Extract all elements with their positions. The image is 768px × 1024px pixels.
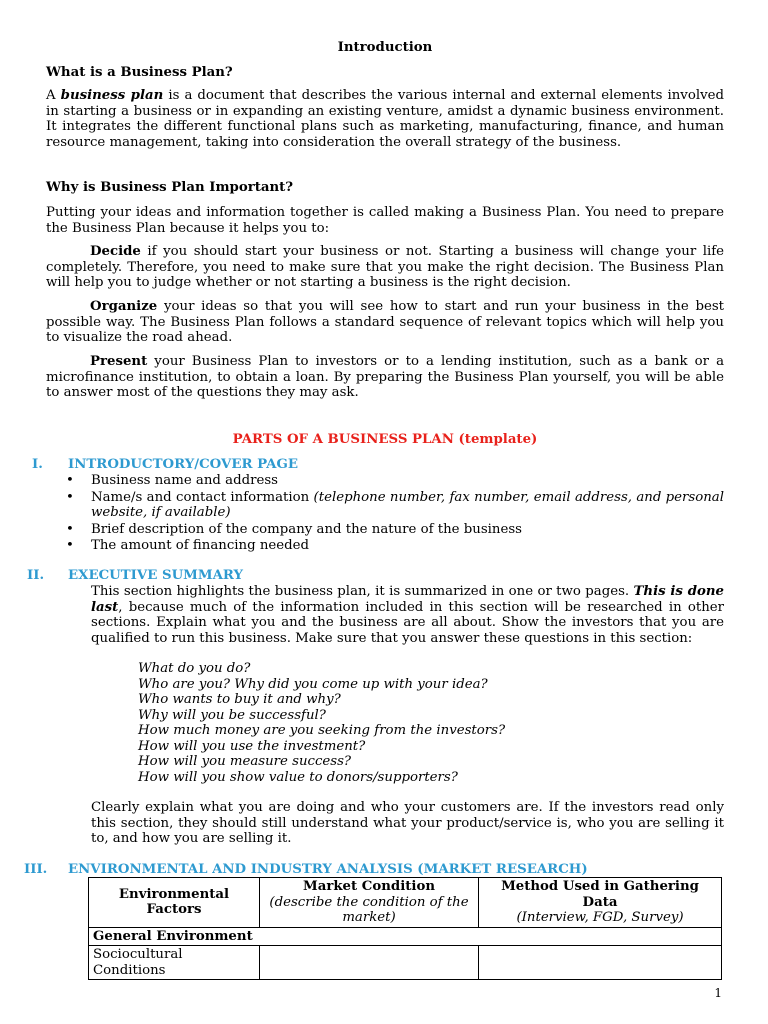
section-2-number: II. [27, 568, 45, 583]
definition-paragraph: A business plan is a document that describes the various internal and external elements involved in starting a business or in expanding an existing venture, amidst a dynamic business environment. It integrates the different functional plans such as marketing, manufacturing, finance, and human resource management, taking into consideration the overall strategy of the business. [46, 88, 724, 150]
table-row [89, 946, 722, 980]
question-item: How will you measure success? [138, 754, 352, 769]
environment-analysis-table [88, 877, 722, 980]
organize-paragraph: Organize your ideas so that you will see how to start and run your business in the best possible way. The Business Plan follows a standard sequence of relevant topics which will help you to visualize the road ahead. [46, 299, 724, 345]
market-condition-cell[interactable] [260, 946, 479, 980]
question-item: Who are you? Why did you come up with your idea? [138, 677, 488, 692]
list-item: • Business name and address [66, 473, 724, 489]
table-group-row [89, 927, 722, 946]
clearly-explain-paragraph: Clearly explain what you are doing and who your customers are. If the investors read only this section, they should still understand what your product/service is, who you are selling it to, and how you are selling it. [91, 800, 724, 846]
section-1-title: INTRODUCTORY/COVER PAGE [68, 457, 298, 472]
term-business-plan: business plan [60, 88, 164, 103]
executive-summary-paragraph: This section highlights the business plan, it is summarized in one or two pages. This is done last, because much of the information included in this section will be researched in other sections. Explain what you and the business are all about. Show the investors that you are qualified to run this business. Make sure that you answer these questions in this section: [91, 584, 724, 646]
decide-paragraph: Decide if you should start your business or not. Starting a business will change your life completely. Therefore, you need to make sure that you make the right decision. The Business Plan will help you to judge whether or not starting a business is the right decision. [46, 244, 724, 290]
section-1-number: I. [32, 457, 43, 472]
heading-what-is: What is a Business Plan? [46, 65, 233, 80]
question-item: Who wants to buy it and why? [138, 692, 341, 707]
list-item: • Name/s and contact information (telephone number, fax number, email address, and personal website, if available) [66, 490, 724, 521]
question-item: What do you do? [138, 661, 251, 676]
present-keyword: Present [90, 354, 148, 369]
cover-page-list [66, 473, 724, 555]
list-item: • The amount of financing needed [66, 538, 724, 554]
section-2-title: EXECUTIVE SUMMARY [68, 568, 244, 583]
method-cell[interactable] [479, 946, 722, 980]
parts-heading: PARTS OF A BUSINESS PLAN (template) [232, 432, 538, 447]
question-item: How will you use the investment? [138, 739, 366, 754]
putting-paragraph: Putting your ideas and information together is called making a Business Plan. You need to prepare the Business Plan because it helps you to: [46, 205, 724, 236]
general-environment-label: General Environment [89, 927, 722, 946]
heading-why-important: Why is Business Plan Important? [46, 180, 294, 195]
decide-keyword: Decide [90, 244, 141, 259]
question-item: How will you show value to donors/supporters? [138, 770, 458, 785]
table-header-row [89, 878, 722, 928]
section-3-number: III. [24, 862, 48, 877]
page-title: Introduction [337, 40, 433, 55]
emphasis-done-last: This is done last [91, 584, 724, 615]
question-item: Why will you be successful? [138, 708, 326, 723]
header-method-used: Method Used in Gathering Data (Interview, FGD, Survey) [479, 878, 722, 928]
header-environmental-factors: Environmental Factors [89, 878, 260, 928]
organize-keyword: Organize [90, 299, 158, 314]
present-paragraph: Present your Business Plan to investors or to a lending institution, such as a bank or a microfinance institution, to obtain a loan. By preparing the Business Plan yourself, you will be able to answer most of the questions they may ask. [46, 354, 724, 400]
section-3-title: ENVIRONMENTAL AND INDUSTRY ANALYSIS (MARKET RESEARCH) [68, 862, 588, 877]
page-number: 1 [714, 986, 722, 1000]
sociocultural-label: Sociocultural Conditions [89, 946, 260, 980]
question-item: How much money are you seeking from the investors? [138, 723, 506, 738]
list-item: • Brief description of the company and the nature of the business [66, 522, 724, 538]
header-market-condition: Market Condition (describe the condition of the market) [260, 878, 479, 928]
